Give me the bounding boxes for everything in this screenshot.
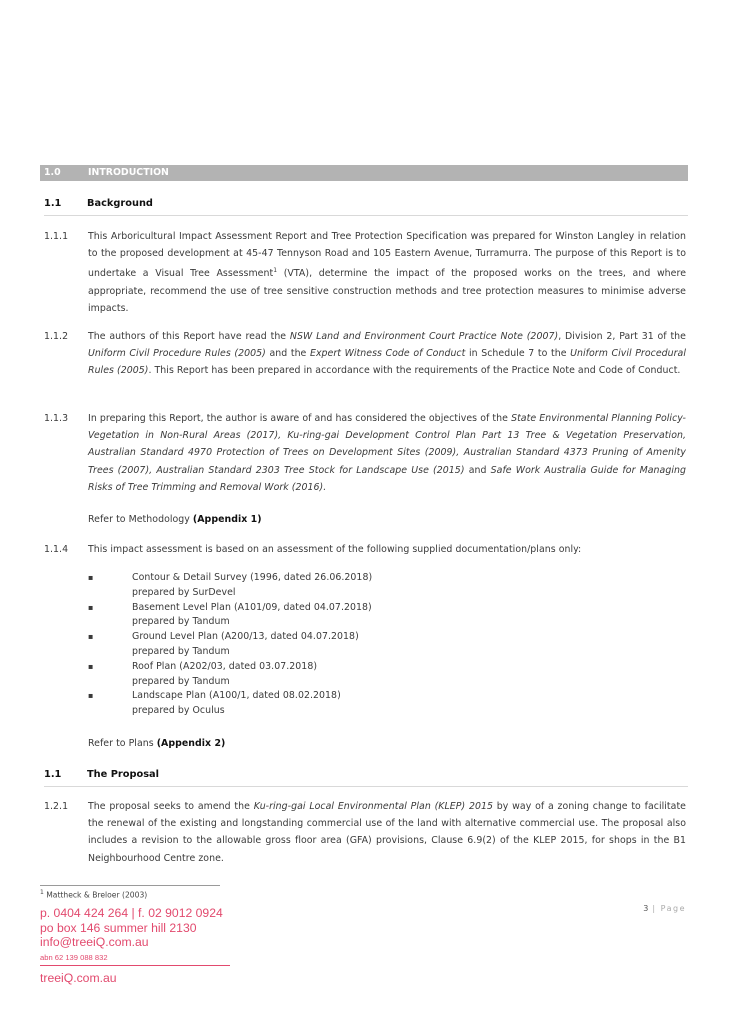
bullet-icon: ▪ [88,691,94,701]
subheading-title: The Proposal [87,769,159,780]
text-run: and the [265,348,310,360]
paragraph-number: 1.2.1 [44,801,69,812]
paragraph-body [88,328,686,380]
paragraph-body: This impact assessment is based on an assessment of the following supplied documentation/plans only: [88,544,582,555]
subheading-title: Background [87,198,153,209]
bullet-icon: ▪ [88,573,94,582]
footnote-divider [40,885,220,886]
paragraph-1-1-2 [44,328,686,380]
text-run: (VTA), determine the impact of the proposed works on the trees, and where appropriate, recommend the use of tree sensitive construction methods and tree protection measures to minimise adverse impacts. [88,268,687,314]
bullet-icon: ▪ [88,632,94,642]
footnote [40,889,147,900]
list-item [88,630,648,660]
paragraph-1-2-1 [44,798,686,867]
paragraph-number: 1.1.4 [44,544,69,555]
list-item [88,571,648,601]
appendix-ref: (Appendix 1) [192,514,262,525]
list-item [88,601,648,631]
text-run: Refer to Plans [88,738,157,749]
italic-citation: Safe Work Australia Guide for Managing Risks of Tree Trimming and Removal Work (2016). [88,464,686,493]
text-run: The authors of this Report have read the [88,331,290,342]
list-item [88,660,648,690]
paragraph-number: 1.1.1 [44,231,69,242]
list-item [88,689,648,719]
footer-address: po box 146 summer hill 2130 [40,920,197,935]
paragraph-body [88,798,686,867]
plan-author: prepared by Oculus [132,705,225,717]
page-number-value: 3 [643,904,649,913]
plan-title: Contour & Detail Survey (1996, dated 26.06.2018) [132,572,373,583]
plans-list [88,571,648,719]
paragraph-number: 1.1.3 [44,413,69,424]
refer-methodology [88,511,686,528]
plan-title: Basement Level Plan (A101/09, dated 04.07.2018) [132,601,372,613]
subheading-number: 1.1 [44,198,62,209]
footnote-number: 1 [40,889,44,896]
subheading-number: 1.1 [44,769,62,780]
italic-citation: Uniform Civil Procedural Rules (2005) [88,348,686,377]
footer-contact [40,906,223,966]
text-run: , Division 2, Part 31 of the [558,331,686,342]
text-run: This Arboricultural Impact Assessment Report and Tree Protection Specification was prepared for Winston Langley in relation to the proposed development at 45-47 Tennyson Road and 105 Eastern Avenue, Turramurra. The purpose of this Report is to undertake a Visual Tree Assessment [88,231,686,280]
plan-author: prepared by SurDevel [132,586,236,598]
italic-citation: Uniform Civil Procedure Rules (2005) [88,348,266,360]
footnote-ref: 1 [273,267,278,275]
italic-citation: NSW Land and Environment Court Practice Note (2007) [289,331,559,342]
page-separator: | [648,904,661,913]
text-run: and [464,464,491,476]
footer-divider [40,965,230,966]
footer-abn: abn 62 139 088 832 [40,952,108,962]
plan-title: Roof Plan (A202/03, dated 03.07.2018) [132,660,318,672]
bullet-icon: ▪ [88,661,94,671]
bullet-icon: ▪ [88,602,94,612]
text-run: Refer to Methodology [88,514,193,525]
paragraph-1-1-3 [44,410,686,496]
subheading-proposal [44,766,688,787]
paragraph-body [88,228,686,317]
footer-phone: p. 0404 424 264 | f. 02 9012 0924 [40,906,223,920]
text-run: The proposal seeks to amend the [88,801,254,812]
text-run: in Schedule 7 to the [465,348,571,360]
italic-citation: Ku-ring-gai Local Environmental Plan (KLEP) 2015 [253,801,494,812]
appendix-ref: (Appendix 2) [156,738,226,749]
paragraph-number: 1.1.2 [44,331,69,342]
italic-citation: State Environmental Planning Policy-Vegetation in Non-Rural Areas (2017), Ku-ring-gai Development Control Plan Part 13 Tree & Vegetation Preservation, Australian Standard 4970 Protection of Trees on Development Sites (2009), Australian Standard 4373 Pruning of Amenity Trees (2007), Australian Standard 2303 Tree Stock for Landscape Use (2015) [88,413,686,476]
footer-email[interactable]: info@treeiQ.com.au [40,935,149,949]
section-title: INTRODUCTION [88,167,169,178]
page-label: Page [660,904,686,913]
section-number: 1.0 [44,167,61,178]
plan-title: Landscape Plan (A100/1, dated 08.02.2018) [132,690,341,702]
text-run: by way of a zoning change to facilitate the renewal of the existing and longstanding commercial use of the land with alternative commercial use. The proposal also includes a revision to the allowable gross floor area (GFA) provisions, Clause 6.9(2) of the KLEP 2015, for shops in the B1 Neighbourhood Centre zone. [88,801,686,864]
text-run: . This Report has been prepared in accordance with the requirements of the Practice Note and Code of Conduct. [148,365,681,377]
paragraph-1-1-4 [44,541,686,558]
italic-citation: Expert Witness Code of Conduct [309,348,466,360]
subheading-background [44,195,688,216]
plan-title: Ground Level Plan (A200/13, dated 04.07.2018) [132,631,359,643]
paragraph-1-1-1 [44,228,686,317]
refer-plans [88,735,686,752]
paragraph-body [88,410,686,496]
plan-author: prepared by Tandum [132,616,230,628]
section-header-bar [40,165,688,181]
page-number [600,904,686,913]
footer-website-link[interactable]: treeiQ.com.au [40,971,117,985]
text-run: In preparing this Report, the author is aware of and has considered the objectives of the [88,413,512,424]
plan-author: prepared by Tandum [132,645,230,657]
plan-author: prepared by Tandum [132,675,230,687]
footnote-text: Mattheck & Breloer (2003) [43,890,148,900]
